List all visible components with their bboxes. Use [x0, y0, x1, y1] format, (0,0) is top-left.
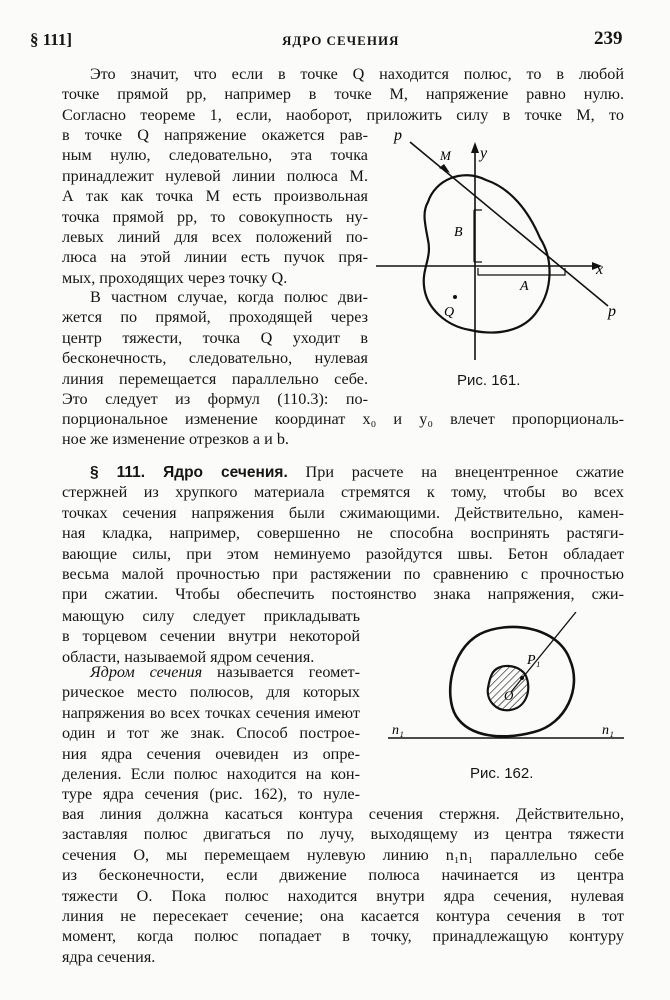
text-line: В частном случае, когда полюс дви- [90, 288, 368, 306]
text-line: момент, когда полюс попадает в точку, принадлежащую контуру [62, 927, 624, 946]
label-n1-left: n₁ [392, 723, 404, 738]
label-a: A [520, 279, 529, 294]
paragraph-4-full [62, 804, 624, 967]
label-p-bottom: p [608, 303, 616, 320]
text-line: из бесконечности, если движение полюса начинается из центра [62, 866, 624, 885]
paragraph-1-narrow [62, 125, 368, 288]
text-line: рическое место полюсов, для которых [62, 683, 360, 702]
text-line: весьма малой прочностью при растяжении по сравнению с прочностью [62, 564, 624, 583]
section-heading: § 111. Ядро сечения. [90, 464, 288, 481]
text-line [62, 662, 360, 682]
paragraph-2-full [62, 409, 624, 450]
paragraph-2-narrow [62, 287, 368, 409]
label-q: Q [444, 305, 455, 320]
label-p-top: p [394, 128, 402, 144]
text-line: стержней из хрупкого материала стремятся к тому, чтобы во всех [62, 483, 624, 502]
figure-162 [380, 612, 630, 762]
text-line: принадлежит нулевой линии полюса M. [62, 166, 368, 185]
paragraph-3-narrow [62, 606, 360, 667]
label-y: y [480, 145, 488, 162]
text-line: вая линия должна касаться контура сечения стержня. Действительно, [62, 805, 624, 823]
text-line: линия не пересекает сечение; она касается контура сечения в тот [62, 906, 624, 925]
text-line: деления. Если полюс находится на кон- [62, 764, 360, 783]
text-line: центр тяжести, точка Q уходит в [62, 328, 368, 347]
a-bracket [478, 268, 565, 275]
figure-162-caption: Рис. 162. [470, 765, 534, 782]
pole-p1 [520, 676, 524, 680]
text-line [62, 462, 624, 482]
figure-161-caption: Рис. 161. [457, 372, 521, 389]
point-q [453, 295, 457, 299]
defined-term: Ядром сечения [90, 663, 203, 681]
text-line: напряжения во всех точках сечения имеют [62, 703, 360, 722]
text-line: в торцевом сечении внутри некоторой [62, 627, 360, 646]
text-line: жется по прямой, проходящей через [62, 308, 368, 327]
section-number: § 111] [30, 30, 73, 49]
text-line: один и тот же знак. Способ построе- [62, 724, 360, 743]
text-line: ядра сечения. [62, 947, 156, 966]
m-arrow [439, 164, 450, 173]
text-line: А так как точка M есть произвольная [62, 187, 368, 206]
text-line: Это следует из формул (110.3): по- [62, 389, 368, 408]
text-line: мающую силу следует прикладывать [62, 607, 360, 625]
text-line: ная кладка, например, совершенно не способна воспринять растяги- [62, 524, 624, 543]
text-line: ное же изменение отрезков a и b. [62, 430, 289, 449]
label-b: B [454, 225, 463, 240]
paragraph-1-full [62, 64, 624, 125]
paragraph-4-narrow [62, 662, 360, 805]
paragraph-3-full [62, 462, 624, 605]
line-pp [410, 142, 608, 306]
label-n1-right: n₁ [602, 723, 614, 738]
text-line: Согласно теореме 1, если, наоборот, приложить силу в точке M, то [62, 105, 624, 124]
text-line: мых, проходящих через точку Q. [62, 268, 288, 287]
label-o: O [504, 688, 514, 703]
text-line: бесконечность, следовательно, нулевая [62, 349, 368, 368]
label-x: x [596, 261, 604, 278]
page-running-title: ЯДРО СЕЧЕНИЯ [282, 33, 400, 48]
text-line: точка прямой pp, то совокупность ну- [62, 207, 368, 226]
text-line: в точке Q напряжение окажется рав- [62, 126, 368, 144]
text-line: порциональное изменение координат x₀ и y₀ влечет пропорциональ- [62, 410, 624, 428]
figure-161 [370, 128, 632, 360]
text-line: сечения O, мы перемещаем нулевую линию n₁n₁ параллельно себе [62, 845, 624, 864]
text-line: левых линий для всех положений по- [62, 227, 368, 246]
text-line: вающие силы, при этом неминуемо разойдутся швы. Бетон обладает [62, 544, 624, 563]
text-line: ным нулю, следовательно, эта точка [62, 146, 368, 165]
text-fragment: При расчете на внецентренное сжатие [305, 463, 624, 481]
text-line: области, называемой ядром сечения. [62, 647, 315, 666]
y-axis-arrow [471, 142, 479, 153]
text-line: ния ядра сечения очевиден из опре- [62, 744, 360, 763]
text-line: линия перемещается параллельно себе. [62, 369, 368, 388]
page-number: 239 [594, 28, 623, 49]
label-p1: P₁ [527, 653, 541, 668]
text-line: точке прямой pp, например в точке M, напряжение равно нулю. [62, 85, 624, 104]
text-line: при сжатии. Чтобы обеспечить постоянство знака напряжения, сжи- [62, 585, 624, 604]
section-contour [424, 175, 550, 332]
text-line: точках сечения напряжения были сжимающими. Действительно, камен- [62, 503, 624, 522]
text-line: тяжести O. Пока полюс находится внутри ядра сечения, нулевая [62, 886, 624, 905]
text-line: туре ядра сечения (рис. 162), то нуле- [62, 785, 360, 804]
text-line: заставляя полюс двигаться по лучу, выходящему из центра тяжести [62, 825, 624, 844]
text-line: Это значит, что если в точке Q находится полюс, то в любой [90, 65, 624, 83]
text-line: люса на этой линии есть пучок пря- [62, 248, 368, 267]
label-m: M [440, 148, 451, 163]
text-fragment: называется геомет- [217, 663, 360, 681]
